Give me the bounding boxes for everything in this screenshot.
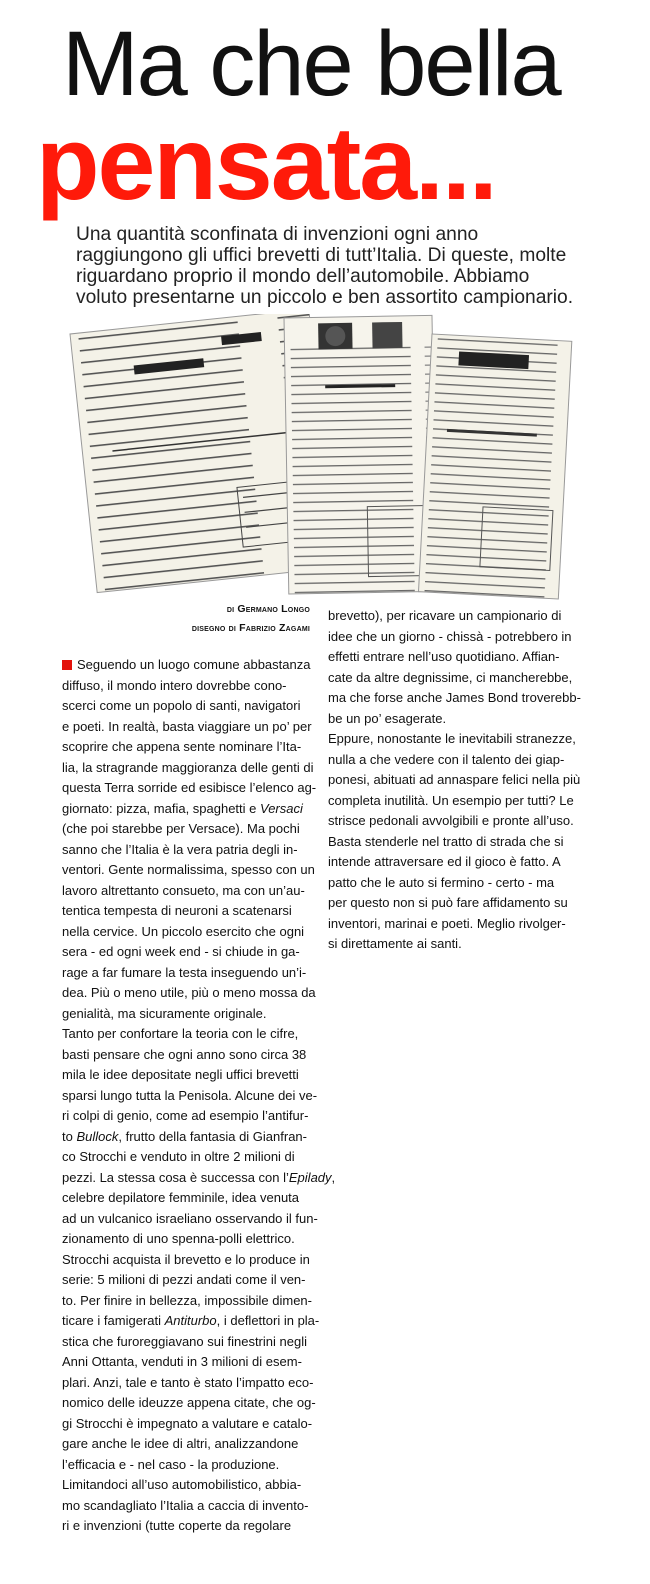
text-line: questa Terra sorride ed esibisce l’elenco ag- <box>62 780 317 795</box>
subtitle-line: raggiungono gli uffici brevetti di tutt’Italia. Di queste, molte <box>76 245 567 266</box>
text-line: lia, la stragrande maggioranza delle genti di <box>62 759 314 775</box>
text-line: genialità, ma sicuramente originale. <box>62 1005 267 1021</box>
text-line: ticare i famigerati Antiturbo, i deflettori in pla- <box>62 1313 320 1328</box>
red-square-icon <box>62 660 72 670</box>
text-line: ventori. Gente normalissima, spesso con un <box>62 862 315 877</box>
text-line: Strocchi acquista il brevetto e lo produce in <box>62 1251 310 1267</box>
text-line: si direttamente ai santi. <box>328 936 462 951</box>
text-line: sanno che l’Italia è la vera patria degli in- <box>62 841 298 857</box>
patent-form-right <box>418 334 571 599</box>
byline-illustrator: disegno di Fabrizio Zagami <box>191 622 310 634</box>
text-line: Eppure, nonostante le inevitabili stranezze, <box>328 731 576 746</box>
text-line: cate da altre degnissime, ci mancherebbe, <box>328 669 573 685</box>
text-line: per questo non si può fare affidamento su <box>328 895 568 910</box>
text-line: gare anche le idee di altri, analizzandone <box>62 1436 299 1451</box>
text-line: ma che forse anche James Bond troverebb- <box>328 690 581 705</box>
text-line: rage a far fumare la testa inseguendo un’i- <box>62 964 307 980</box>
text-line: lavoro altrettanto consueto, ma con un’au- <box>62 882 305 898</box>
text-line: ri colpi di genio, come ad esempio l’antifur- <box>62 1108 309 1123</box>
text-line: sparsi lungo tutta la Penisola. Alcune dei ve- <box>62 1087 318 1103</box>
text-line: basti pensare che ogni anno sono circa 38 <box>62 1046 307 1062</box>
byline-author: di Germano Longo <box>226 603 310 615</box>
text-line: e poeti. In realtà, basta viaggiare un po’ per <box>62 718 312 734</box>
text-line: nulla a che vedere con il talento dei giap- <box>328 751 565 767</box>
text-line: Anni Ottanta, venduti in 3 milioni di esem- <box>62 1354 302 1369</box>
text-line: ri e invenzioni (tutte coperte da regolare <box>62 1518 292 1533</box>
text-line: diffuso, il mondo intero dovrebbe cono- <box>62 677 287 693</box>
text-line: pezzi. La stessa cosa è successa con l’Epilady, <box>62 1169 336 1185</box>
text-line: strisce pedonali avvolgibili e pronte all’uso. <box>328 813 574 828</box>
text-line: scoprire che appena sente nominare l’Ita- <box>62 739 302 754</box>
text-line: Limitandoci all’uso automobilistico, abbia- <box>62 1477 302 1492</box>
text-line: ad un vulcanico israeliano osservando il fun- <box>62 1210 318 1226</box>
text-line: Seguendo un luogo comune abbastanza <box>62 655 312 676</box>
text-line: celebre depilatore femminile, idea venuta <box>62 1190 300 1205</box>
text-line: effetti entrare nell’uso quotidiano. Affian- <box>328 649 560 664</box>
text-line: nomico delle ideuzze appena citate, che og- <box>62 1395 316 1410</box>
text-line: giornato: pizza, mafia, spaghetti e Versaci <box>62 800 303 816</box>
article-column-left <box>62 655 336 1537</box>
text-line: brevetto), per ricavare un campionario di <box>328 608 562 623</box>
text-line: to. Per finire in bellezza, impossibile dimen- <box>62 1292 312 1308</box>
text-line: intende attraversare ed il gioco è fatto. A <box>328 854 561 869</box>
byline <box>192 600 310 638</box>
patent-form-middle <box>284 315 437 594</box>
text-line: ponesi, abituati ad annaspare felici nella più <box>328 772 581 787</box>
text-line: tentica tempesta di neuroni a scatenarsi <box>62 903 292 918</box>
text-line: inventori, marinai e poeti. Meglio rivolger- <box>328 915 566 931</box>
text-line: stica che furoreggiavano sui finestrini negli <box>62 1333 307 1349</box>
text-line: l’efficacia e - nel caso - la produzione. <box>62 1456 280 1472</box>
text-line: completa inutilità. Un esempio per tutti? Le <box>328 792 574 808</box>
text-line: mila le idee depositate negli uffici brevetti <box>62 1067 299 1082</box>
text-line: (che poi starebbe per Versace). Ma pochi <box>62 821 300 836</box>
subtitle-line: Una quantità sconfinata di invenzioni ogni anno <box>76 224 479 245</box>
headline-line-1: Ma che bella <box>62 13 560 115</box>
text-line: dea. Più o meno utile, più o meno mossa da <box>62 985 316 1000</box>
text-line: zionamento di uno spenna-polli elettrico. <box>62 1231 295 1246</box>
text-line: be un po’ esagerate. <box>328 710 447 726</box>
subtitle-line: voluto presentarne un piccolo e ben assortito campionario. <box>76 287 574 308</box>
text-line: to Bullock, frutto della fantasia di Gianfran- <box>62 1128 307 1144</box>
text-line: serie: 5 milioni di pezzi andati come il ven- <box>62 1272 306 1287</box>
subtitle-line: riguardano proprio il mondo dell’automobile. Abbiamo <box>76 266 530 287</box>
text-line: sera - ed ogni week end - si chiude in ga- <box>62 944 300 959</box>
text-line: nella cervice. Un piccolo esercito che ogni <box>62 923 305 939</box>
article-column-right <box>328 606 581 955</box>
text-line: co Strocchi e venduto in oltre 2 milioni di <box>62 1149 295 1164</box>
text-line: plari. Anzi, tale e tanto è stato l’impatto eco- <box>62 1374 314 1390</box>
text-line: patto che le auto si fermino - certo - ma <box>328 874 555 890</box>
text-line: scerci come un popolo di santi, navigatori <box>62 698 301 713</box>
text-line: idee che un giorno - chissà - potrebbero in <box>328 628 572 644</box>
text-line: mo scandagliato l’Italia a caccia di invento- <box>62 1497 309 1513</box>
headline-line-2: pensata... <box>36 106 496 222</box>
text-line: Tanto per confortare la teoria con le cifre, <box>62 1026 299 1041</box>
text-line: gi Strocchi è impegnato a valutare e catalo- <box>62 1415 313 1431</box>
text-line: Basta stenderle nel tratto di strada che si <box>328 833 564 849</box>
subtitle <box>76 224 628 308</box>
patent-forms-photo <box>62 314 582 604</box>
